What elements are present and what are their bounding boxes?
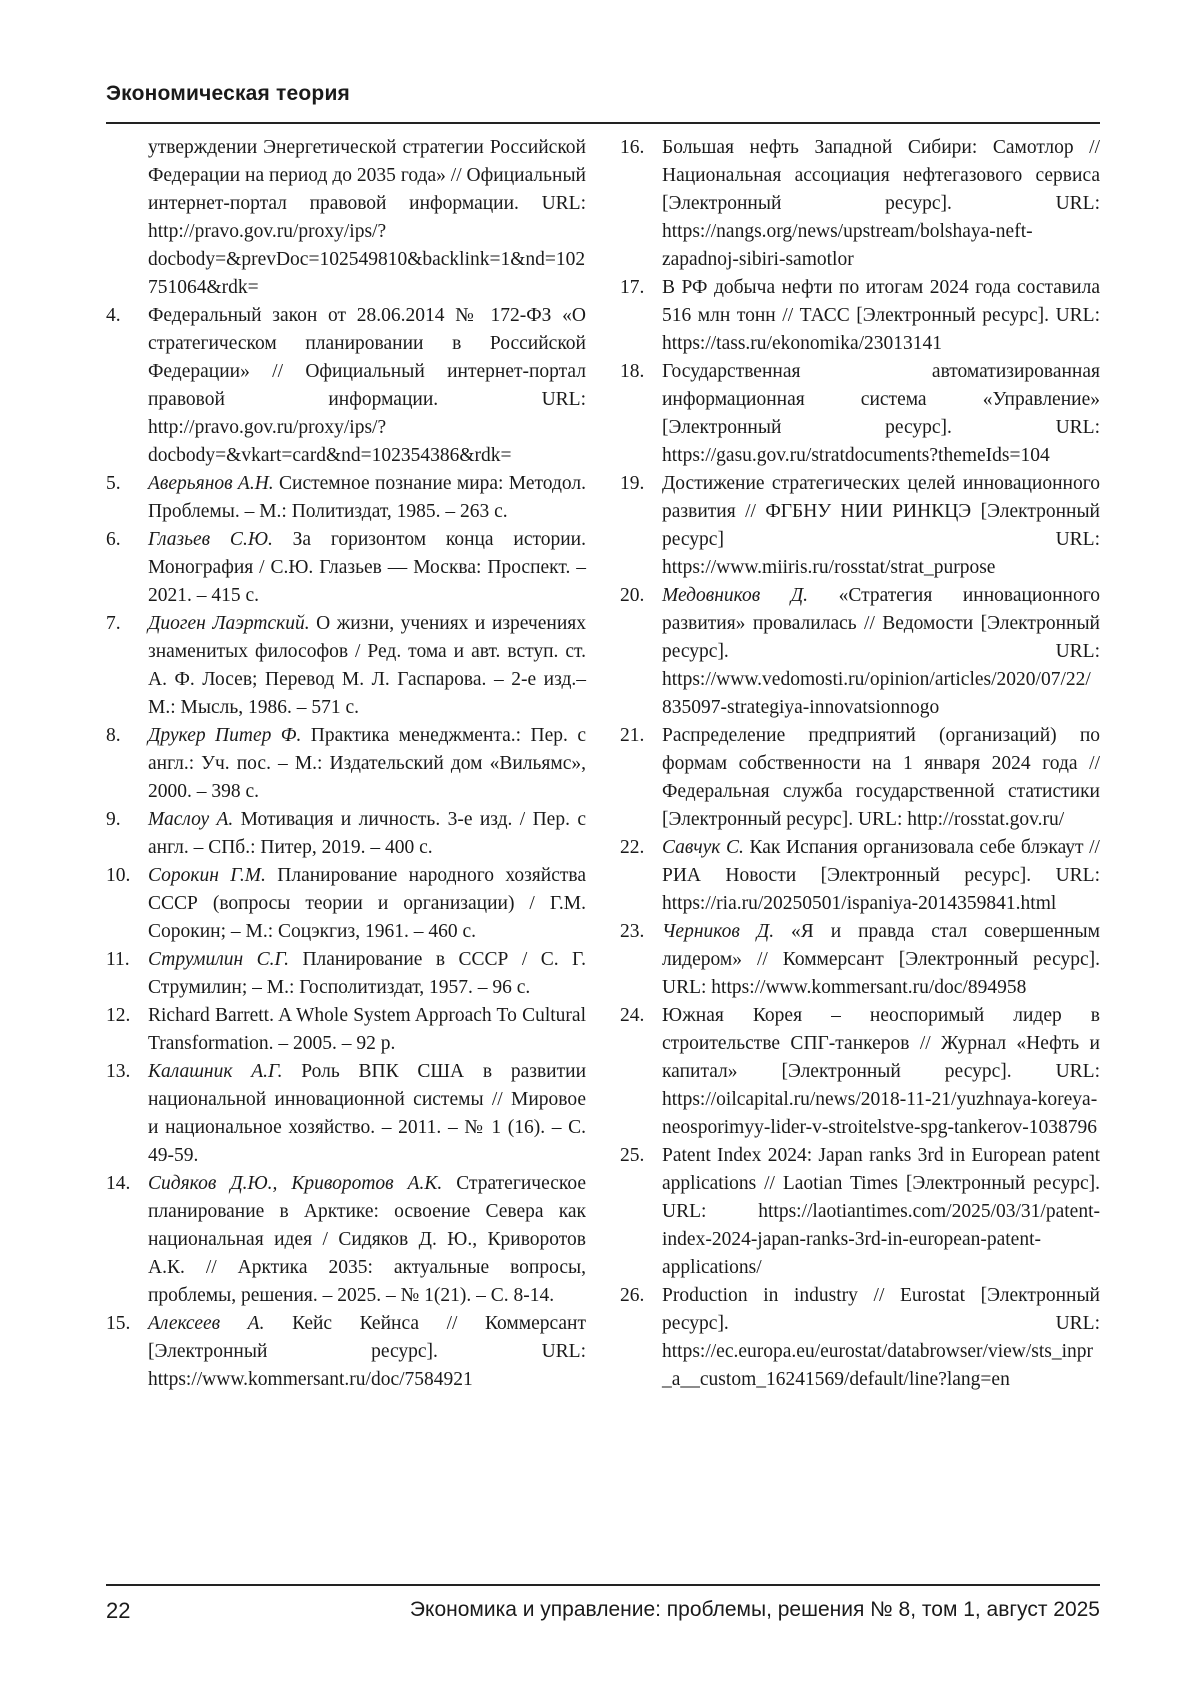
reference-number: 9. — [106, 806, 121, 834]
reference-text: Южная Корея – неоспоримый лидер в строительстве СПГ-танкеров // Журнал «Нефть и капитал» [Электронный ресурс]. URL: https://oilcapital.ru/news/2018-11-21/yuzhnaya-koreya-neosporimyy-lider-v-stroitelstve-spg-tankerov-1038796 — [662, 1005, 1100, 1138]
reference-item — [106, 1058, 586, 1170]
references-column-right — [620, 134, 1100, 1394]
reference-text: Государственная автоматизированная информационная система «Управление» [Электронный ресурс]. URL: https://gasu.gov.ru/stratdocuments?themeIds=104 — [662, 361, 1100, 466]
reference-author: Глазьев С.Ю. — [148, 529, 273, 550]
reference-number: 22. — [620, 834, 644, 862]
reference-item — [620, 918, 1100, 1002]
reference-text: О жизни, учениях и изречениях знаменитых философов / Ред. тома и авт. вступ. ст. А. Ф. Лосев; Перевод М. Л. Гаспарова. – 2-е изд.– М.: Мысль, 1986. – 571 с. — [148, 613, 586, 718]
reference-number: 14. — [106, 1170, 130, 1198]
header-divider — [106, 122, 1100, 124]
reference-author: Сорокин Г.М. — [148, 865, 266, 886]
reference-number: 4. — [106, 302, 121, 330]
reference-item — [620, 834, 1100, 918]
reference-item — [620, 722, 1100, 834]
reference-author: Алексеев А. — [148, 1313, 264, 1334]
reference-author: Черников Д. — [662, 921, 774, 942]
reference-author: Аверьянов А.Н. — [148, 473, 274, 494]
reference-number: 16. — [620, 134, 644, 162]
reference-number: 7. — [106, 610, 121, 638]
reference-author: Калашник А.Г. — [148, 1061, 283, 1082]
reference-number: 15. — [106, 1310, 130, 1338]
reference-item — [106, 302, 586, 470]
reference-item — [106, 1170, 586, 1310]
page-section-title: Экономическая теория — [106, 82, 350, 106]
reference-item — [620, 1002, 1100, 1142]
reference-number: 8. — [106, 722, 121, 750]
reference-author: Друкер Питер Ф. — [148, 725, 301, 746]
reference-number: 19. — [620, 470, 644, 498]
reference-text: Роль ВПК США в развитии национальной инновационной системы // Мировое и национальное хозяйство. – 2011. – № 1 (16). – С. 49-59. — [148, 1061, 586, 1166]
reference-number: 20. — [620, 582, 644, 610]
reference-text: утверждении Энергетической стратегии Российской Федерации на период до 2035 года» // Официальный интернет-портал правовой информации. URL: http://pravo.gov.ru/proxy/ips/?docbody=&prevDoc=102549810&backlink=1&nd=102751064&rdk= — [148, 137, 586, 298]
reference-text: Системное познание мира: Методол. Проблемы. – М.: Политиздат, 1985. – 263 с. — [148, 473, 586, 522]
reference-text: Распределение предприятий (организаций) по формам собственности на 1 января 2024 года // Федеральная служба государственной статистики [Электронный ресурс]. URL: http://rosstat.gov.ru/ — [662, 725, 1100, 830]
reference-number: 18. — [620, 358, 644, 386]
reference-item — [106, 862, 586, 946]
reference-author: Струмилин С.Г. — [148, 949, 289, 970]
reference-text: Планирование в СССР / С. Г. Струмилин; – М.: Госполитиздат, 1957. – 96 с. — [148, 949, 586, 998]
reference-author: Диоген Лаэртский. — [148, 613, 310, 634]
reference-item — [106, 722, 586, 806]
reference-item — [106, 526, 586, 610]
references-column-left — [106, 134, 586, 1394]
reference-text: Как Испания организовала себе блэкаут // РИА Новости [Электронный ресурс]. URL: https://ria.ru/20250501/ispaniya-2014359841.html — [662, 837, 1100, 914]
page-number: 22 — [106, 1598, 130, 1624]
reference-item — [106, 470, 586, 526]
reference-item — [620, 1282, 1100, 1394]
reference-number: 5. — [106, 470, 121, 498]
reference-text: «Я и правда стал совершенным лидером» // Коммерсант [Электронный ресурс]. URL: https://www.kommersant.ru/doc/894958 — [662, 921, 1100, 998]
reference-item — [106, 946, 586, 1002]
reference-item — [620, 134, 1100, 274]
reference-text: «Стратегия инновационного развития» провалилась // Ведомости [Электронный ресурс]. URL: https://www.vedomosti.ru/opinion/articles/2020/07/22/835097-strategiya-innovatsionnogo — [662, 585, 1100, 718]
reference-author: Медовников Д. — [662, 585, 808, 606]
reference-text: Планирование народного хозяйства СССР (вопросы теории и организации) / Г.М. Сорокин; – М.: Соцэкгиз, 1961. – 460 с. — [148, 865, 586, 942]
reference-item — [620, 470, 1100, 582]
reference-number: 24. — [620, 1002, 644, 1030]
reference-number: 6. — [106, 526, 121, 554]
reference-number: 11. — [106, 946, 130, 974]
reference-number: 10. — [106, 862, 130, 890]
reference-number: 23. — [620, 918, 644, 946]
footer-divider — [106, 1584, 1100, 1586]
reference-item — [106, 1310, 586, 1394]
reference-text: Практика менеджмента.: Пер. с англ.: Уч. пос. – М.: Издательский дом «Вильямс», 2000. – 398 с. — [148, 725, 586, 802]
reference-text: Кейс Кейнса // Коммерсант [Электронный ресурс]. URL: https://www.kommersant.ru/doc/7584921 — [148, 1313, 586, 1390]
reference-text: Федеральный закон от 28.06.2014 № 172-ФЗ «О стратегическом планировании в Российской Федерации» // Официальный интернет-портал правовой информации. URL: http://pravo.gov.ru/proxy/ips/?docbody=&vkart=card&nd=102354386&rdk= — [148, 305, 586, 466]
reference-number: 12. — [106, 1002, 130, 1030]
reference-item — [106, 134, 586, 302]
reference-text: В РФ добыча нефти по итогам 2024 года составила 516 млн тонн // ТАСС [Электронный ресурс]. URL: https://tass.ru/ekonomika/23013141 — [662, 277, 1100, 354]
journal-citation: Экономика и управление: проблемы, решения № 8, том 1, август 2025 — [410, 1598, 1100, 1622]
reference-number: 17. — [620, 274, 644, 302]
reference-number: 25. — [620, 1142, 644, 1170]
reference-item — [620, 358, 1100, 470]
reference-item — [620, 274, 1100, 358]
reference-text: За горизонтом конца истории. Монография / С.Ю. Глазьев — Москва: Проспект. – 2021. – 415 с. — [148, 529, 586, 606]
reference-text: Стратегическое планирование в Арктике: освоение Севера как национальная идея / Сидяков Д. Ю., Криворотов А.К. // Арктика 2035: актуальные вопросы, проблемы, решения. – 2025. – № 1(21). – С. 8-14. — [148, 1173, 586, 1306]
reference-text: Достижение стратегических целей инновационного развития // ФГБНУ НИИ РИНКЦЭ [Электронный ресурс] URL: https://www.miiris.ru/rosstat/strat_purpose — [662, 473, 1100, 578]
reference-item — [620, 1142, 1100, 1282]
reference-item — [106, 610, 586, 722]
reference-text: Patent Index 2024: Japan ranks 3rd in European patent applications // Laotian Times [Электронный ресурс]. URL: https://laotiantimes.com/2025/03/31/patent-index-2024-japan-ranks-3rd-in-european-patent-applications/ — [662, 1145, 1100, 1278]
reference-item — [106, 806, 586, 862]
reference-number: 21. — [620, 722, 644, 750]
reference-text: Richard Barrett. A Whole System Approach To Cultural Transformation. – 2005. – 92 p. — [148, 1005, 586, 1054]
reference-author: Савчук С. — [662, 837, 744, 858]
reference-number: 13. — [106, 1058, 130, 1086]
reference-text: Production in industry // Eurostat [Электронный ресурс]. URL: https://ec.europa.eu/eurostat/databrowser/view/sts_inpr_a__custom_16241569/default/line?lang=en — [662, 1285, 1100, 1390]
reference-item — [106, 1002, 586, 1058]
reference-text: Мотивация и личность. 3-е изд. / Пер. с англ. – СПб.: Питер, 2019. – 400 с. — [148, 809, 586, 858]
reference-author: Сидяков Д.Ю., Криворотов А.К. — [148, 1173, 442, 1194]
reference-item — [620, 582, 1100, 722]
reference-number: 26. — [620, 1282, 644, 1310]
reference-text: Большая нефть Западной Сибири: Самотлор // Национальная ассоциация нефтегазового сервиса [Электронный ресурс]. URL: https://nangs.org/news/upstream/bolshaya-neft-zapadnoj-sibiri-samotlor — [662, 137, 1100, 270]
reference-author: Маслоу А. — [148, 809, 233, 830]
